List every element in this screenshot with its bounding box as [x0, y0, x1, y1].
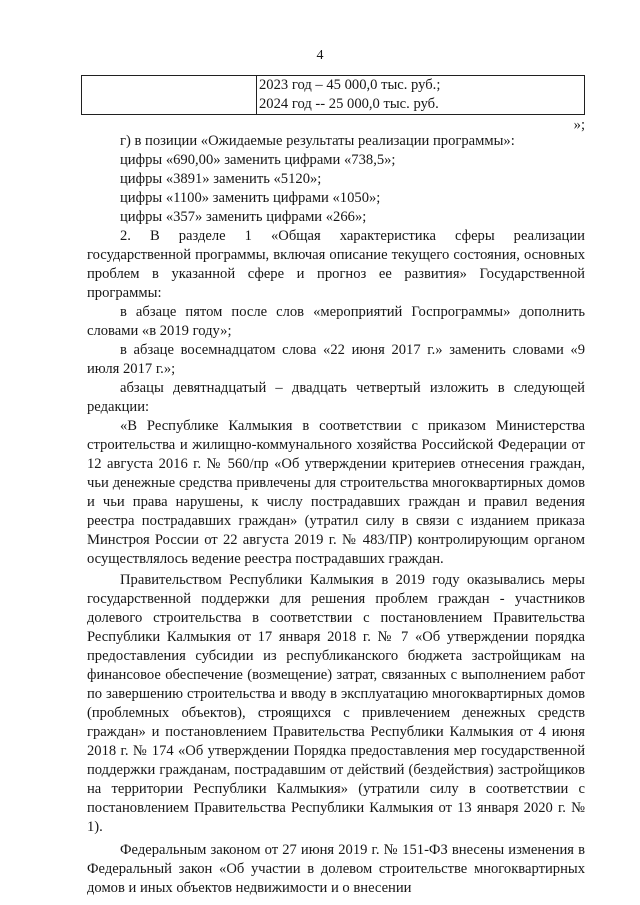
funding-2024-line: 2024 год -- 25 000,0 тыс. руб.	[259, 96, 439, 112]
closing-quote: »;	[573, 117, 585, 133]
paragraph-expected-results: г) в позиции «Ожидаемые результаты реализации программы»:	[120, 133, 515, 149]
paragraph-registry: «В Республике Калмыкия в соответствии с приказом Министерства строительства и жилищно-коммунального хозяйства Российской Федерации от 12 августа 2016 г. № 560/пр «Об утверждении критериев отнесения граждан, чьи денежные средства привлечены для строительства многоквартирных домов и чьи права нарушены, к числу пострадавших граждан и правил ведения реестра пострадавших граждан» (утратил силу в связи с изданием приказа Минстроя России от 22 августа 2019 г. № 483/ПР) контролирующим органом осуществлялось ведение реестра пострадавших граждан.	[87, 418, 585, 567]
paragraph-figures-3: цифры «1100» заменить цифрами «1050»;	[120, 190, 381, 206]
paragraph-section-1: 2. В разделе 1 «Общая характеристика сферы реализации государственной программы, включая описание текущего состояния, основных проблем в указанной сфере и прогноз ее развития» Государственной программы:	[87, 228, 585, 301]
funding-2023-line: 2023 год – 45 000,0 тыс. руб.;	[259, 77, 441, 93]
paragraph-figures-1: цифры «690,00» заменить цифрами «738,5»;	[120, 152, 396, 168]
funding-table	[81, 75, 585, 115]
paragraph-federal-law: Федеральным законом от 27 июня 2019 г. № 151-ФЗ внесены изменения в Федеральный закон «Об участии в долевом строительстве многоквартирных домов и иных объектов недвижимости и о внесении	[87, 842, 585, 896]
paragraph-abzacy-19-24: абзацы девятнадцатый – двадцать четвертый изложить в следующей редакции:	[87, 380, 585, 415]
paragraph-figures-2: цифры «3891» заменить «5120»;	[120, 171, 322, 187]
paragraph-abzac-5: в абзаце пятом после слов «мероприятий Госпрограммы» дополнить словами «в 2019 году»;	[87, 304, 585, 339]
funding-table-label-cell	[82, 76, 257, 115]
paragraph-government-support: Правительством Республики Калмыкия в 2019 году оказывались меры государственной поддержки для решения проблем граждан - участников долевого строительства в соответствии с постановлением Правительства Республики Калмыкия от 17 января 2018 г. № 7 «Об утверждении порядка предоставления субсидии из республиканского бюджета застройщикам на финансовое обеспечение (возмещение) затрат, связанных с выполнением работ по завершению строительства и вводу в эксплуатацию многоквартирных домов (проблемных объектов), строящихся с привлечением денежных средств граждан» и постановлением Правительства Республики Калмыкия от 4 июня 2018 г. № 174 «Об утверждении Порядка предоставления мер государственной поддержки гражданам, пострадавшим от действий (бездействия) застройщиков на территории Республики Калмыкия» (утратили силу в соответствии с постановлением Правительства Республики Калмыкия от 13 января 2020 г. № 1).	[87, 572, 585, 835]
paragraph-abzac-18: в абзаце восемнадцатом слова «22 июня 2017 г.» заменить словами «9 июля 2017 г.»;	[87, 342, 585, 377]
funding-table-value-cell	[257, 76, 585, 115]
document-body	[87, 132, 585, 898]
paragraph-figures-4: цифры «357» заменить цифрами «266»;	[120, 209, 367, 225]
page-number: 4	[316, 48, 324, 63]
